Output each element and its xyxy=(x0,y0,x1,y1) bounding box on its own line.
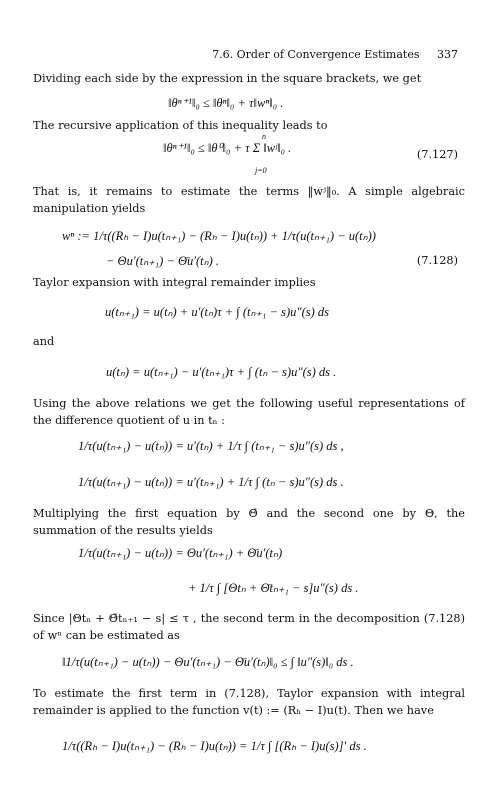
paragraph: Dividing each side by the expression in the square brackets, we get xyxy=(33,72,422,85)
equation-second-term-estimate: ‖1/τ(u(tₙ₊₁) − u(tₙ)) − Θu′(tₙ₊₁) − Θ̄u′(tₙ)‖₀ ≤ ∫ ‖u″(s)‖₀ ds . xyxy=(62,655,354,669)
equation-first-term: 1/τ((Rₕ − I)u(tₙ₊₁) − (Rₕ − I)u(tₙ)) = 1/τ ∫ [(Rₕ − I)u(s)]′ ds . xyxy=(62,739,367,753)
paragraph: Since |Θtₙ + Θ̄tₙ₊₁ − s| ≤ τ , the second term in the decomposition (7.128) of wⁿ can be estimated as xyxy=(33,612,465,642)
sum-lower-limit: j=0 xyxy=(255,166,267,175)
running-header xyxy=(212,48,458,61)
equation-7-128-line2: − Θu′(tₙ₊₁) − Θ̄u′(tₙ) . xyxy=(106,254,220,268)
equation-taylor-backward: u(tₙ) = u(tₙ₊₁) − u′(tₙ₊₁)τ + ∫ (tₙ − s)u″(s) ds . xyxy=(106,365,337,379)
paragraph: Taylor expansion with integral remainder implies xyxy=(33,276,316,289)
paragraph: Multiplying the first equation by Θ̄ and the second one by Θ, the summation of the results yields xyxy=(33,507,465,537)
equation-number: (7.127) xyxy=(416,148,458,161)
equation-7-127 xyxy=(163,140,291,156)
equation-theta-step: ‖θⁿ⁺¹‖₀ ≤ ‖θⁿ‖₀ + τ‖wⁿ‖₀ . xyxy=(168,96,284,110)
page-number: 337 xyxy=(437,48,458,61)
equation-weighted-sum-line1: 1/τ(u(tₙ₊₁) − u(tₙ)) = Θu′(tₙ₊₁) + Θ̄u′(tₙ) xyxy=(78,546,283,560)
equation-7-128-line1: wⁿ := 1/τ((Rₕ − I)u(tₙ₊₁) − (Rₕ − I)u(tₙ)) + 1/τ(u(tₙ₊₁) − u(tₙ)) xyxy=(62,229,376,243)
paragraph: The recursive application of this inequality leads to xyxy=(33,119,328,132)
section-title: 7.6. Order of Convergence Estimates xyxy=(212,48,420,61)
paragraph: That is, it remains to estimate the terms ‖wʲ‖₀. A simple algebraic manipulation yields xyxy=(33,185,465,215)
equation-difference-quotient-2: 1/τ(u(tₙ₊₁) − u(tₙ)) = u′(tₙ₊₁) + 1/τ ∫ (tₙ − s)u″(s) ds . xyxy=(78,475,344,489)
paragraph: To estimate the first term in (7.128), Taylor expansion with integral remainder is applied to the function v(t) := (Rₕ − I)u(t). Then we have xyxy=(33,687,465,717)
paragraph: and xyxy=(33,335,55,348)
paragraph: Using the above relations we get the following useful representations of the difference quotient of u in tₙ : xyxy=(33,397,465,427)
equation-body: ‖θⁿ⁺¹‖₀ ≤ ‖θ⁰‖₀ + τ Σ ‖wʲ‖₀ . xyxy=(163,141,292,155)
equation-difference-quotient-1: 1/τ(u(tₙ₊₁) − u(tₙ)) = u′(tₙ) + 1/τ ∫ (tₙ₊₁ − s)u″(s) ds , xyxy=(78,439,344,453)
equation-number: (7.128) xyxy=(416,254,458,267)
equation-weighted-sum-line2: + 1/τ ∫ [Θtₙ + Θ̄tₙ₊₁ − s]u″(s) ds . xyxy=(188,581,359,595)
sum-upper-limit: n xyxy=(262,132,266,141)
equation-taylor-forward: u(tₙ₊₁) = u(tₙ) + u′(tₙ)τ + ∫ (tₙ₊₁ − s)u″(s) ds xyxy=(105,305,329,319)
